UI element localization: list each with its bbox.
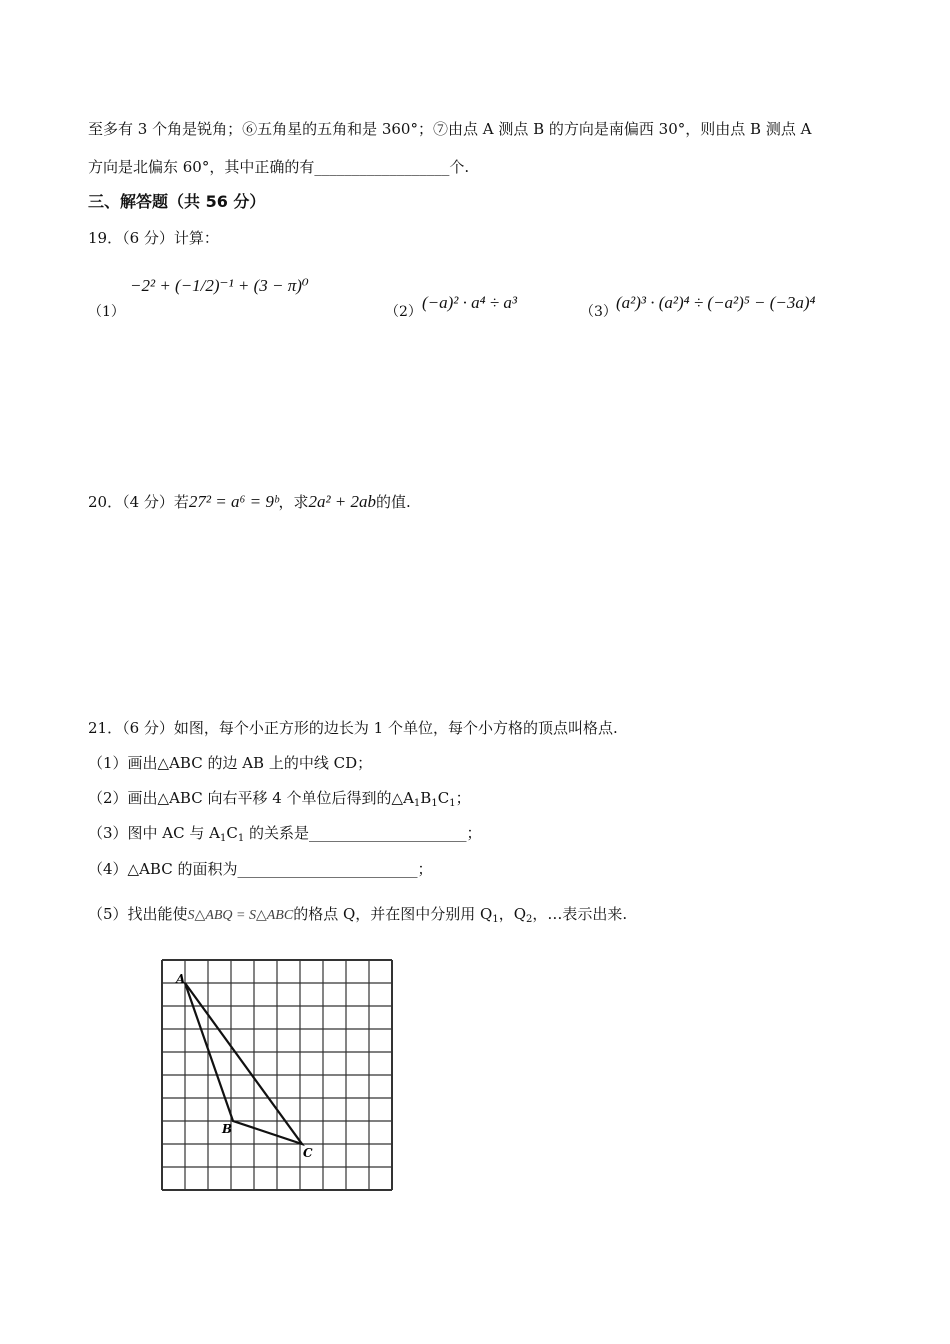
q20-stem-c: 的值.: [376, 493, 411, 511]
q21-sub5-area-expression: S△ABQ = S△ABC: [187, 908, 294, 923]
q19-stem: 19．（6 分）计算：: [88, 229, 219, 247]
subscript: 1: [449, 798, 456, 809]
q21-sub5-text-a: （5）找出能使: [88, 905, 188, 923]
q20-stem-a: 20．（4 分）若: [88, 493, 189, 511]
vertex-c-label: C: [303, 1146, 313, 1160]
q20-line: [88, 492, 411, 512]
q19-part3-expression: (a²)³ · (a²)⁴ ÷ (−a²)⁵ − (−3a)⁴: [616, 293, 816, 312]
q21-sub2: [88, 788, 471, 808]
vertex-b-label: B: [222, 1122, 233, 1136]
q20-stem-b: ，求: [278, 493, 309, 511]
q19-part3-label: （3）: [580, 304, 617, 320]
subscript: 1: [413, 798, 421, 809]
subscript: 1: [492, 914, 499, 925]
grid-lines: [162, 960, 392, 1190]
subscript: 1: [237, 833, 245, 844]
section-title: 三、解答题（共 56 分）: [88, 192, 266, 211]
q20-expression-2: 2a² + 2ab: [308, 492, 377, 511]
q21-sub5-text-d: ，…表示出来.: [532, 905, 628, 923]
q21-sub5-text-c: ，Q: [498, 905, 527, 923]
grid-triangle-diagram: [157, 955, 402, 1195]
q21-sub2-text-d: ；: [455, 789, 471, 807]
prev-question-line-1: 至多有 3 个角是锐角；⑥五角星的五角和是 360°；⑦由点 A 测点 B 的方向是南偏西 30°，则由点 B 测点 A: [88, 120, 812, 138]
q21-sub2-text-c: C: [437, 789, 450, 807]
q21-stem: 21．（6 分）如图，每个小正方形的边长为 1 个单位，每个小方格的顶点叫格点.: [88, 719, 618, 737]
q21-sub5-text-b: 的格点 Q，并在图中分别用 Q: [293, 905, 493, 923]
q20-expression-1: 27² = a⁶ = 9ᵇ: [188, 492, 279, 511]
grid-figure: [157, 955, 402, 1199]
q19-part2-expression: (−a)² · a⁴ ÷ a³: [422, 293, 517, 312]
q19-part2-label: （2）: [385, 304, 422, 320]
q21-sub4: （4）△ABC 的面积为________________________；: [88, 860, 433, 878]
prev-question-line-2: 方向是北偏东 60°，其中正确的有__________________个.: [88, 158, 470, 176]
q21-sub3-text-c: 的关系是_____________________；: [244, 824, 482, 842]
triangle-abc: [185, 983, 302, 1144]
q19-part1-label: （1）: [88, 304, 125, 320]
q21-sub2-text-a: （2）画出△ABC 向右平移 4 个单位后得到的△A: [88, 789, 414, 807]
q19-part1-expression: −2² + (−1/2)⁻¹ + (3 − π)⁰: [130, 276, 309, 295]
subscript: 1: [431, 798, 438, 809]
q21-sub5: [88, 904, 627, 926]
q21-sub2-text-b: B: [420, 789, 432, 807]
q21-sub1: （1）画出△ABC 的边 AB 上的中线 CD；: [88, 754, 373, 772]
vertex-a-label: A: [176, 972, 186, 986]
q21-sub3-text-b: C: [226, 824, 238, 842]
q21-sub3-text-a: （3）图中 AC 与 A: [88, 824, 220, 842]
subscript: 2: [526, 914, 533, 925]
subscript: 1: [220, 833, 227, 844]
q21-sub3: [88, 823, 482, 843]
